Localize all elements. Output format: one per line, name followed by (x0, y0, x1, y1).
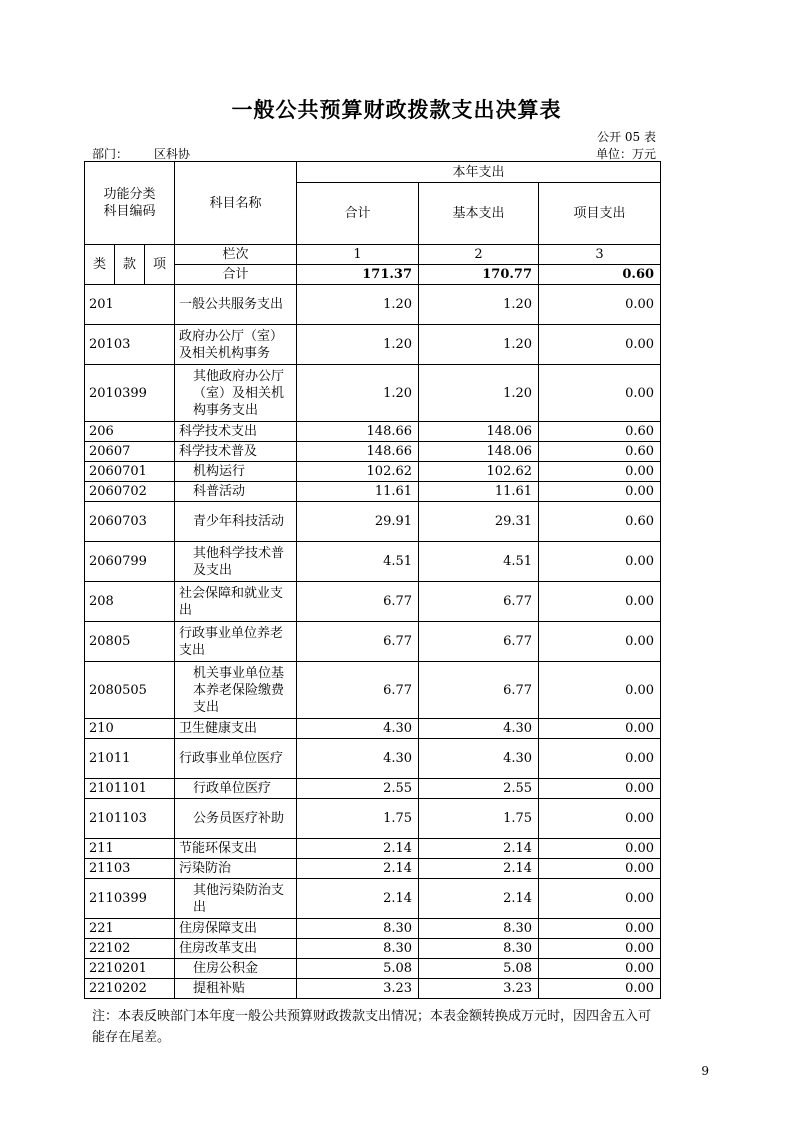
func-class-header (85, 162, 175, 245)
subject-code: 208 (85, 582, 175, 622)
project-value: 0.00 (539, 365, 661, 422)
col-index-2: 2 (419, 245, 539, 265)
sum-total: 171.37 (297, 265, 419, 285)
page-number: 9 (701, 1064, 709, 1078)
basic-value: 2.14 (419, 859, 539, 879)
subject-code: 2060703 (85, 502, 175, 542)
project-value: 0.00 (539, 859, 661, 879)
project-value: 0.00 (539, 799, 661, 839)
project-value: 0.00 (539, 462, 661, 482)
department-line (92, 145, 190, 162)
subject-code: 2080505 (85, 662, 175, 719)
total-value: 4.30 (297, 719, 419, 739)
subject-code-label: 科目编码 (103, 204, 156, 219)
table-row (85, 879, 661, 919)
subject-code: 20103 (85, 325, 175, 365)
subject-name: 科学技术普及 (175, 442, 297, 462)
table-row (85, 662, 661, 719)
table-row (85, 482, 661, 502)
total-value: 148.66 (297, 422, 419, 442)
project-value: 0.00 (539, 739, 661, 779)
subject-code: 21103 (85, 859, 175, 879)
subject-name: 提租补贴 (175, 979, 297, 999)
basic-value: 102.62 (419, 462, 539, 482)
project-value: 0.00 (539, 482, 661, 502)
total-value: 8.30 (297, 919, 419, 939)
sum-label: 合计 (175, 265, 297, 285)
total-value: 5.08 (297, 959, 419, 979)
basic-value: 4.51 (419, 542, 539, 582)
total-value: 2.14 (297, 859, 419, 879)
xiang-header: 项 (145, 245, 175, 285)
form-number: 公开 05 表 (597, 130, 656, 144)
subject-code: 2210201 (85, 959, 175, 979)
basic-value: 6.77 (419, 662, 539, 719)
basic-value: 3.23 (419, 979, 539, 999)
subject-name: 其他科学技术普及支出 (175, 542, 297, 582)
project-value: 0.00 (539, 285, 661, 325)
table-row (85, 365, 661, 422)
subject-name: 其他政府办公厅（室）及相关机构事务支出 (175, 365, 297, 422)
page-title: 一般公共预算财政拨款支出决算表 (231, 98, 562, 122)
total-value: 6.77 (297, 582, 419, 622)
total-value: 11.61 (297, 482, 419, 502)
subject-name: 科普活动 (175, 482, 297, 502)
project-value: 0.00 (539, 839, 661, 859)
total-value: 3.23 (297, 979, 419, 999)
basic-value: 4.30 (419, 739, 539, 779)
total-value: 4.30 (297, 739, 419, 779)
basic-value: 6.77 (419, 582, 539, 622)
subject-name: 污染防治 (175, 859, 297, 879)
total-value: 1.20 (297, 285, 419, 325)
subject-code: 20805 (85, 622, 175, 662)
subject-name: 其他污染防治支出 (175, 879, 297, 919)
project-header: 项目支出 (539, 183, 661, 245)
total-value: 1.20 (297, 365, 419, 422)
subject-name: 机构运行 (175, 462, 297, 482)
table-row (85, 582, 661, 622)
total-value: 102.62 (297, 462, 419, 482)
subject-code: 2110399 (85, 879, 175, 919)
current-year-header: 本年支出 (297, 162, 661, 183)
kuan-header: 款 (115, 245, 145, 285)
subject-code: 21011 (85, 739, 175, 779)
lei-header: 类 (85, 245, 115, 285)
subject-name-header: 科目名称 (175, 162, 297, 245)
basic-value: 1.20 (419, 365, 539, 422)
project-value: 0.00 (539, 719, 661, 739)
total-value: 2.14 (297, 879, 419, 919)
col-index-3: 3 (539, 245, 661, 265)
subject-code: 211 (85, 839, 175, 859)
subject-name: 机关事业单位基本养老保险缴费支出 (175, 662, 297, 719)
basic-value: 8.30 (419, 939, 539, 959)
table-row (85, 285, 661, 325)
table-row (85, 859, 661, 879)
table-row (85, 622, 661, 662)
subject-name: 青少年科技活动 (175, 502, 297, 542)
table-row (85, 939, 661, 959)
table-row (85, 462, 661, 482)
subject-name: 住房保障支出 (175, 919, 297, 939)
sum-project: 0.60 (539, 265, 661, 285)
basic-value: 4.30 (419, 719, 539, 739)
basic-value: 11.61 (419, 482, 539, 502)
project-value: 0.60 (539, 422, 661, 442)
unit-label: 单位：万元 (595, 147, 656, 161)
subject-name: 科学技术支出 (175, 422, 297, 442)
total-value: 2.14 (297, 839, 419, 859)
table-row (85, 959, 661, 979)
basic-value: 29.31 (419, 502, 539, 542)
subject-name: 行政单位医疗 (175, 779, 297, 799)
subject-code: 2010399 (85, 365, 175, 422)
subject-name: 住房公积金 (175, 959, 297, 979)
subject-name: 一般公共服务支出 (175, 285, 297, 325)
func-class-label: 功能分类 (103, 187, 156, 202)
subject-code: 20607 (85, 442, 175, 462)
subject-code: 2060702 (85, 482, 175, 502)
basic-value: 8.30 (419, 919, 539, 939)
subject-name: 公务员医疗补助 (175, 799, 297, 839)
subject-code: 2060701 (85, 462, 175, 482)
basic-value: 2.14 (419, 879, 539, 919)
department-label: 部门： (92, 147, 129, 161)
project-value: 0.60 (539, 502, 661, 542)
basic-header: 基本支出 (419, 183, 539, 245)
subject-code: 2210202 (85, 979, 175, 999)
sum-basic: 170.77 (419, 265, 539, 285)
project-value: 0.00 (539, 582, 661, 622)
subject-code: 2101101 (85, 779, 175, 799)
subject-name: 行政事业单位医疗 (175, 739, 297, 779)
table-row (85, 502, 661, 542)
subject-code: 221 (85, 919, 175, 939)
project-value: 0.00 (539, 779, 661, 799)
basic-value: 1.20 (419, 325, 539, 365)
subject-name: 卫生健康支出 (175, 719, 297, 739)
table-row (85, 325, 661, 365)
table-row (85, 719, 661, 739)
footnote: 注：本表反映部门本年度一般公共预算财政拨款支出情况；本表金额转换成万元时，因四舍五入可能存在尾差。 (92, 1009, 652, 1045)
subject-code: 210 (85, 719, 175, 739)
table-row (85, 779, 661, 799)
basic-value: 148.06 (419, 422, 539, 442)
table-row (85, 799, 661, 839)
subject-code: 2060799 (85, 542, 175, 582)
basic-value: 148.06 (419, 442, 539, 462)
project-value: 0.00 (539, 325, 661, 365)
col-index-label: 栏次 (175, 245, 297, 265)
basic-value: 2.14 (419, 839, 539, 859)
total-value: 1.20 (297, 325, 419, 365)
project-value: 0.00 (539, 879, 661, 919)
table-row (85, 739, 661, 779)
total-value: 1.75 (297, 799, 419, 839)
project-value: 0.00 (539, 939, 661, 959)
table-row (85, 839, 661, 859)
subject-code: 206 (85, 422, 175, 442)
table-row (85, 542, 661, 582)
project-value: 0.00 (539, 919, 661, 939)
subject-code: 22102 (85, 939, 175, 959)
subject-name: 社会保障和就业支出 (175, 582, 297, 622)
total-header: 合计 (297, 183, 419, 245)
table-row (85, 422, 661, 442)
subject-name: 政府办公厅（室）及相关机构事务 (175, 325, 297, 365)
total-value: 8.30 (297, 939, 419, 959)
project-value: 0.00 (539, 979, 661, 999)
department-name: 区科协 (154, 147, 191, 161)
total-value: 2.55 (297, 779, 419, 799)
basic-value: 6.77 (419, 622, 539, 662)
project-value: 0.60 (539, 442, 661, 462)
table-row (85, 442, 661, 462)
total-value: 6.77 (297, 662, 419, 719)
project-value: 0.00 (539, 662, 661, 719)
basic-value: 1.20 (419, 285, 539, 325)
project-value: 0.00 (539, 622, 661, 662)
total-value: 29.91 (297, 502, 419, 542)
project-value: 0.00 (539, 542, 661, 582)
subject-name: 行政事业单位养老支出 (175, 622, 297, 662)
basic-value: 2.55 (419, 779, 539, 799)
subject-code: 201 (85, 285, 175, 325)
total-value: 148.66 (297, 442, 419, 462)
project-value: 0.00 (539, 959, 661, 979)
subject-name: 节能环保支出 (175, 839, 297, 859)
expenditure-table (84, 161, 661, 999)
total-value: 4.51 (297, 542, 419, 582)
subject-code: 2101103 (85, 799, 175, 839)
basic-value: 1.75 (419, 799, 539, 839)
col-index-1: 1 (297, 245, 419, 265)
table-row (85, 979, 661, 999)
basic-value: 5.08 (419, 959, 539, 979)
total-value: 6.77 (297, 622, 419, 662)
table-row (85, 919, 661, 939)
subject-name: 住房改革支出 (175, 939, 297, 959)
